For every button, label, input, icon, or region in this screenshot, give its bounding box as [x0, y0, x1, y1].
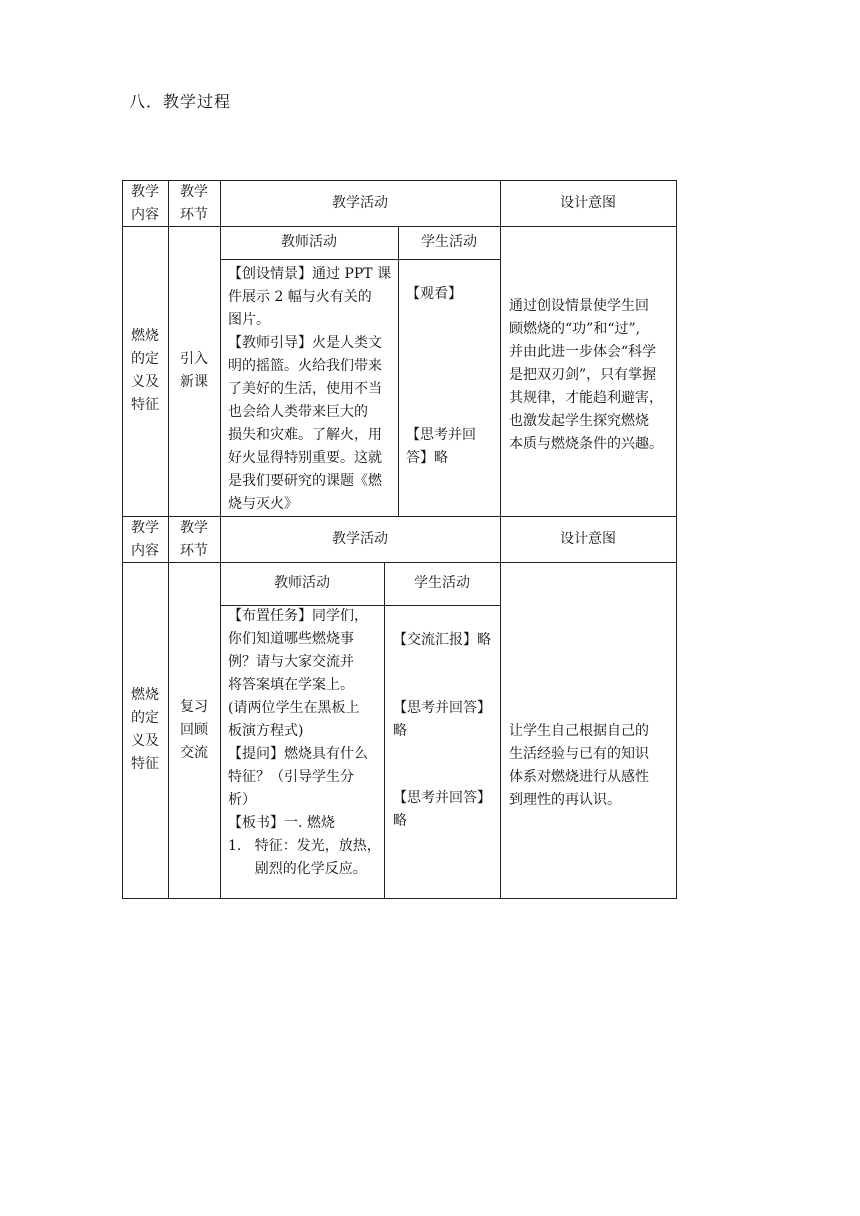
student-activity-2-1: 【交流汇报】略	[393, 632, 491, 648]
teacher-activity-text: 【创设情景】通过 PPT 课 件展示 2 幅与火有关的 图片。 【教师引导】火是人类文 明的摇篮。火给我们带来 了美好的生活，使用不当 也会给人类带来巨大的 损失和灾难。了解火，用 好火显得特别重要。这就 是我们要研究的课题《燃 烧与灭火》	[228, 266, 392, 512]
teacher-header-2: 教师活动	[274, 575, 330, 591]
teacher-header: 教师活动	[281, 234, 337, 250]
design-intent-text-2: 让学生自己根据自己的 生活经验与已有的知识 体系对燃烧进行从感性 到理性的再认识。	[509, 723, 649, 808]
header-step: 教学 环节	[180, 184, 208, 223]
step-cell-2: 复习 回顾 交流	[180, 699, 208, 761]
student-activity-2: 【思考并回 答】略	[406, 427, 476, 466]
header-content-2: 教学 内容	[131, 520, 159, 559]
student-header-2: 学生活动	[414, 575, 470, 591]
header-activity: 教学活动	[332, 195, 388, 211]
content-cell-2: 燃烧 的定 义及 特征	[131, 687, 159, 772]
content-cell: 燃烧 的定 义及 特征	[131, 328, 159, 413]
section-heading: 八．教学过程	[129, 92, 232, 111]
teacher-activity-text-2: 【布置任务】同学们， 你们知道哪些燃烧事 例？请与大家交流并 将答案填在学案上。 (请两位学生在黑板上 板演方程式) 【提问】燃烧具有什么 特征？（引导学生分 析） 【板书】一. 燃烧 1. 特征：发光，放热， 剧烈的化学反应。	[228, 608, 381, 877]
student-header: 学生活动	[421, 234, 477, 250]
header-activity-2: 教学活动	[332, 531, 388, 547]
step-cell: 引入 新课	[180, 351, 208, 390]
student-activity-1: 【观看】	[406, 286, 462, 302]
header-content: 教学 内容	[131, 184, 159, 223]
design-intent-text: 通过创设情景使学生回 顾燃烧的“功”和“过”, 并由此进一步体会“科学 是把双刃剑”，只有掌握 其规律，才能趋利避害， 也激发起学生探究燃烧 本质与燃烧条件的兴趣。	[509, 298, 663, 452]
header-step-2: 教学 环节	[180, 520, 208, 559]
student-activity-2-2: 【思考并回答】 略	[393, 700, 491, 739]
student-activity-2-3: 【思考并回答】 略	[393, 790, 491, 829]
header-intent: 设计意图	[560, 195, 616, 211]
header-intent-2: 设计意图	[560, 531, 616, 547]
